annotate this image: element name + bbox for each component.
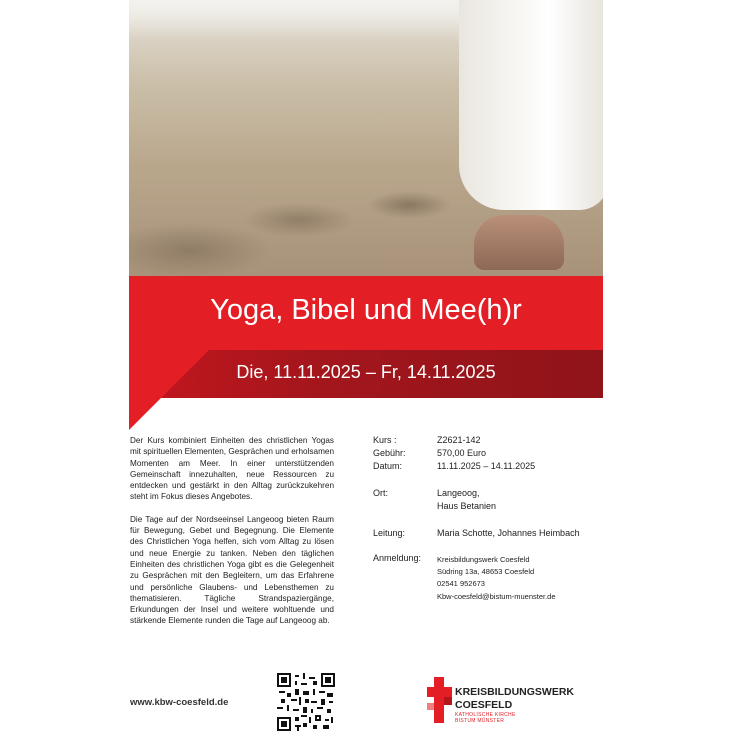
anmeldung-label: Anmeldung: bbox=[373, 553, 422, 563]
website-link[interactable]: www.kbw-coesfeld.de bbox=[130, 697, 229, 708]
page-title: Yoga, Bibel und Mee(h)r bbox=[210, 294, 522, 326]
course-description bbox=[130, 435, 334, 638]
event-dates: Die, 11.11.2025 – Fr, 14.11.2025 bbox=[236, 362, 496, 382]
anmeldung-email[interactable]: Kbw-coesfeld@bistum-muenster.de bbox=[437, 592, 556, 601]
datum-label: Datum: bbox=[373, 461, 403, 471]
leitung-label: Leitung: bbox=[373, 528, 406, 538]
gebuehr-label: Gebühr: bbox=[373, 448, 406, 458]
anmeldung-org: Kreisbildungswerk Coesfeld bbox=[437, 555, 530, 564]
ort-value-line2: Haus Betanien bbox=[437, 501, 497, 511]
anmeldung-address: Südring 13a, 48653 Coesfeld bbox=[437, 567, 535, 576]
logo-line-4: BISTUM MÜNSTER bbox=[455, 718, 505, 724]
logo-line-1: KREISBILDUNGSWERK bbox=[455, 686, 575, 698]
logo-line-2: COESFELD bbox=[455, 699, 513, 711]
qr-code[interactable] bbox=[277, 673, 335, 731]
description-paragraph-1: Der Kurs kombiniert Einheiten des christlichen Yogas mit spirituellen Elementen, Gesprächen und erholsamen Momenten am Meer. In einer unterstützenden Gemeinschaft innezuhalten, neue Ressourcen zu entdecken und gestärkt in den Alltag zurückzukehren steht im Fokus dieses Angebotes. bbox=[130, 436, 334, 502]
hero-photo bbox=[129, 0, 603, 276]
white-trousers bbox=[459, 0, 603, 210]
title-banner bbox=[129, 276, 603, 350]
datum-value: 11.11.2025 – 14.11.2025 bbox=[437, 461, 536, 471]
kbw-logo bbox=[427, 675, 575, 725]
anmeldung-phone: 02541 952673 bbox=[437, 579, 485, 588]
description-paragraph-2: Die Tage auf der Nordseeinsel Langeoog bieten Raum für Bewegung, Gebet und Begegnung. Die Elemente des Christlichen Yoga helfen, sich vom Alltag zu lösen und neue Energie zu tanken. Neben den täglichen Einheiten des christlichen Yoga gibt es die Gelegenheit zu Gesprächen mit den Begleitern, um das Erfahrene und persönliche Glaubens- und Lebensthemen zu thematisieren. Tägliche Strandspaziergänge, Erkundungen der Insel und weitere wohltuende und stärkende Elemente runden die Tage auf Langeoog ab. bbox=[130, 514, 334, 626]
kurs-label: Kurs : bbox=[373, 435, 397, 445]
bare-feet bbox=[474, 215, 564, 270]
ort-value-line1: Langeoog, bbox=[437, 488, 480, 498]
red-triangle-accent bbox=[129, 350, 209, 430]
logo-line-3: KATHOLISCHE KIRCHE bbox=[455, 712, 516, 718]
ort-label: Ort: bbox=[373, 488, 388, 498]
gebuehr-value: 570,00 Euro bbox=[437, 448, 487, 458]
cross-logo-icon bbox=[427, 675, 453, 725]
leitung-value: Maria Schotte, Johannes Heimbach bbox=[437, 528, 580, 538]
kurs-value: Z2621-142 bbox=[437, 435, 481, 445]
